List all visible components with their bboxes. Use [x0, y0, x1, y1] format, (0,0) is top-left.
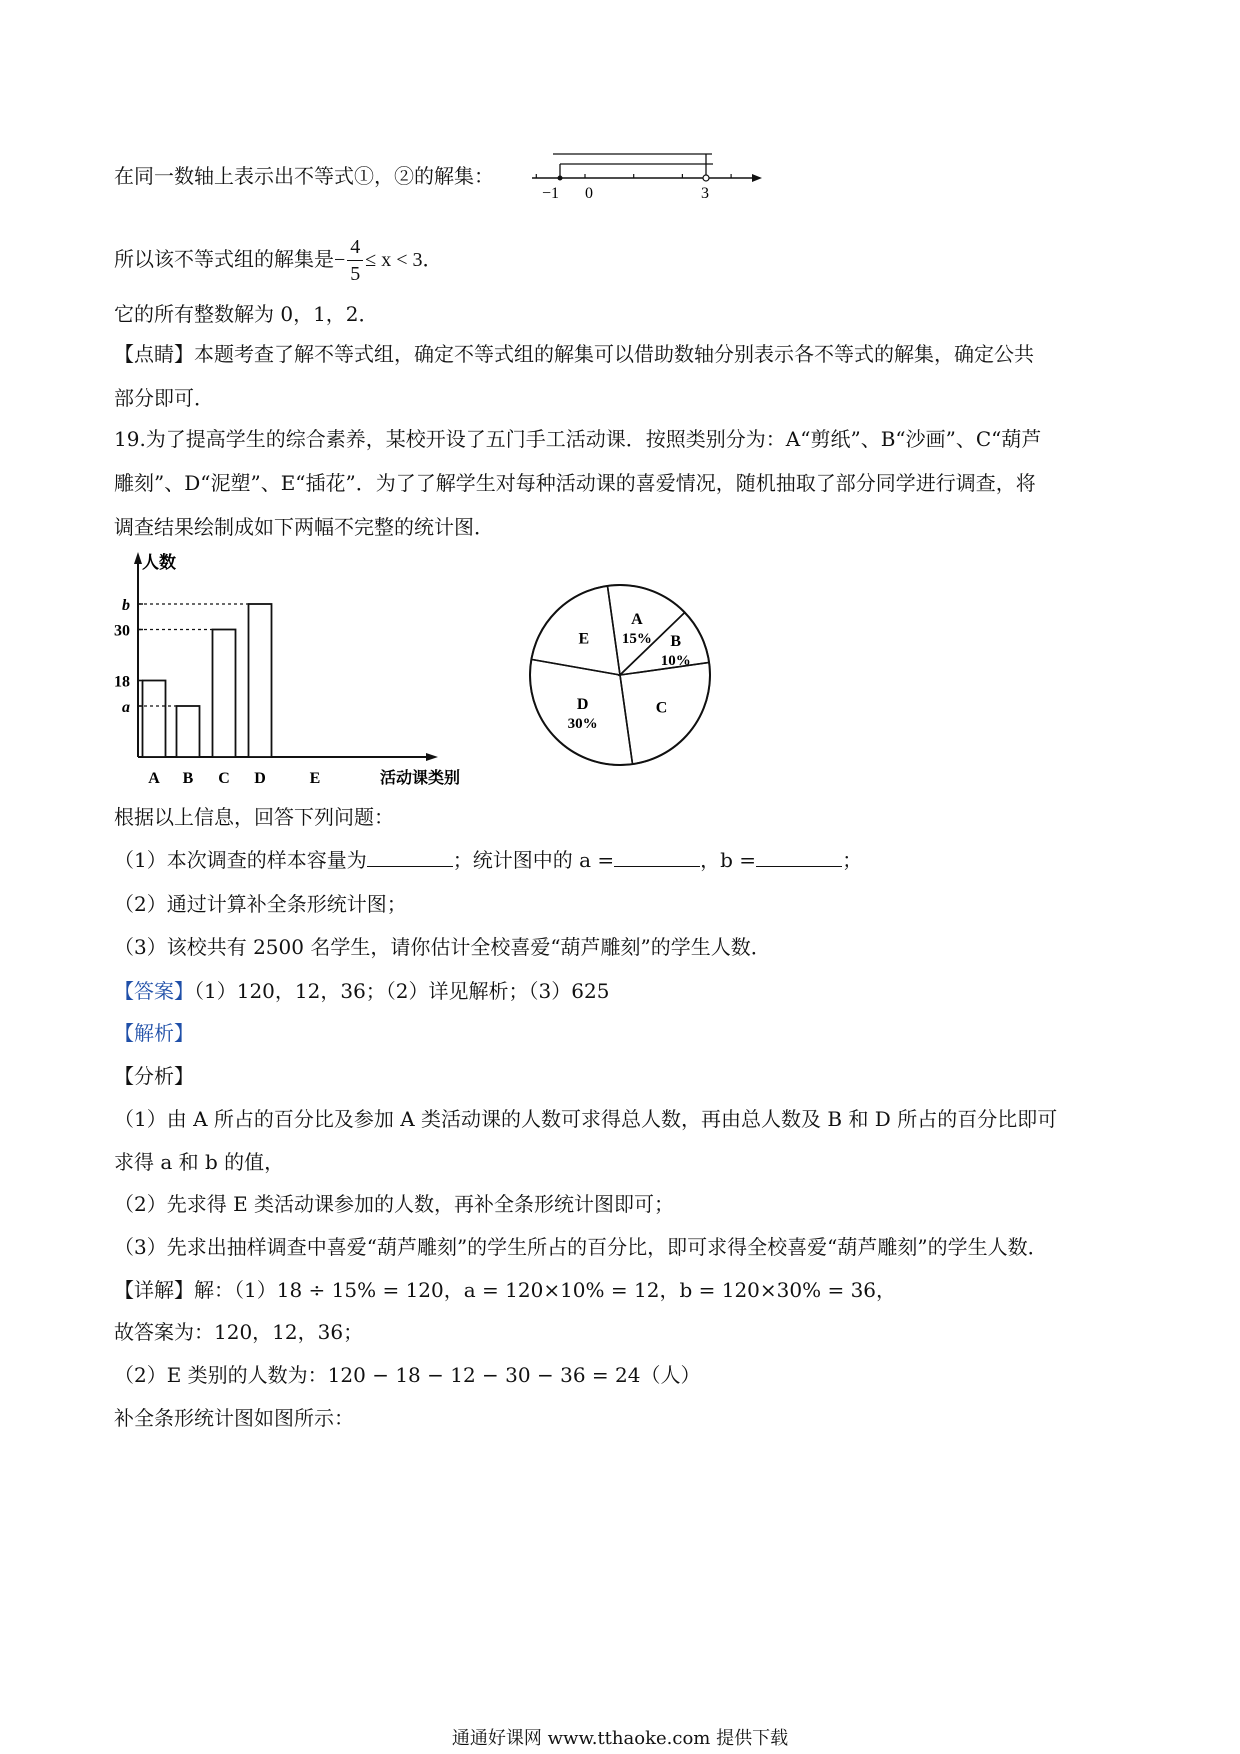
- inequality-tail: ≤ x < 3．: [365, 249, 443, 271]
- x-axis-label: 活动课类别: [380, 770, 461, 787]
- pie-label-D: D: [576, 696, 589, 714]
- line-9: 根据以上信息，回答下列问题：: [114, 805, 394, 829]
- analysis-3: （2）先求得 E 类活动课参加的人数，再补全条形统计图即可；: [114, 1192, 675, 1216]
- pie-pct-D: 30%: [567, 716, 598, 733]
- footer: 通通好课网 www.tthaoke.com 提供下载: [451, 1728, 789, 1749]
- q1-a-label: ；统计图中的 a =: [452, 848, 615, 872]
- x-tick-label: A: [148, 770, 160, 787]
- pie-pct-A: 15%: [621, 630, 652, 647]
- bar-C: [213, 630, 236, 758]
- line-2-text: 所以该不等式组的解集是: [114, 247, 334, 271]
- y-tick-label: 30: [114, 622, 130, 640]
- minus-sign: −: [334, 249, 346, 271]
- question-2: （2）通过计算补全条形统计图；: [114, 892, 407, 916]
- x-tick-label: B: [182, 770, 194, 787]
- text-line: [114, 162, 494, 190]
- pie-label-A: A: [631, 610, 643, 628]
- analysis-2: 求得 a 和 b 的值，: [114, 1150, 285, 1174]
- pie-pct-B: 10%: [660, 652, 691, 669]
- bar-A: [143, 681, 166, 758]
- line-7: 雕刻”、D“泥塑”、E“插花”．为了了解学生对每种活动课的喜爱情况，随机抽取了部分同学进行调查，将: [114, 471, 1036, 495]
- answer-blank-1[interactable]: [367, 846, 453, 867]
- y-tick-label: a: [122, 699, 130, 716]
- answer-tag: 【答案】: [114, 979, 194, 1003]
- pie-chart: [520, 575, 720, 775]
- x-tick-label: D: [254, 770, 266, 787]
- closed-point: [558, 176, 563, 181]
- pie-label-E: E: [578, 630, 590, 648]
- y-tick-label: b: [122, 597, 130, 614]
- solution-1: 【详解】解：（1）18 ÷ 15% = 120，a = 120×10% = 12，b = 120×30% = 36，: [114, 1278, 897, 1302]
- pie-label-B: B: [670, 632, 682, 650]
- line-8: 调查结果绘制成如下两幅不完整的统计图．: [114, 515, 494, 539]
- question-3: （3）该校共有 2500 名学生，请你估计全校喜爱“葫芦雕刻”的学生人数．: [114, 935, 771, 959]
- line-6: 19.为了提高学生的综合素养，某校开设了五门手工活动课．按照类别分为：A“剪纸”、B“沙画”、C“葫芦: [114, 427, 1042, 451]
- bar-B: [177, 706, 200, 757]
- analysis-1: （1）由 A 所占的百分比及参加 A 类活动课的人数可求得总人数，再由总人数及 B 和 D 所占的百分比即可: [114, 1107, 1058, 1131]
- answer-text: （1）120，12，36；（2）详见解析；（3）625: [194, 979, 610, 1003]
- analysis-heading: 【分析】: [114, 1064, 194, 1088]
- answer-blank-3[interactable]: [756, 846, 842, 867]
- line-3: 它的所有整数解为 0，1，2．: [114, 302, 379, 326]
- answer-blank-2[interactable]: [614, 846, 700, 867]
- solution-4: 补全条形统计图如图所示：: [114, 1406, 354, 1430]
- numerator: 4: [347, 234, 363, 261]
- pie-label-C: C: [655, 699, 668, 717]
- q1-end: ；: [842, 848, 863, 872]
- answer-line: [114, 977, 609, 1005]
- analysis-4: （3）先求出抽样调查中喜爱“葫芦雕刻”的学生所占的百分比，即可求得全校喜爱“葫芦雕刻”的学生人数．: [114, 1235, 1048, 1259]
- open-point: [703, 175, 709, 181]
- solution-2: 故答案为：120，12，36；: [114, 1320, 364, 1344]
- analysis-tag: 【解析】: [114, 1021, 194, 1045]
- solution-3: （2）E 类别的人数为：120 − 18 − 12 − 30 − 36 = 24（人）: [114, 1363, 701, 1387]
- y-arrow-icon: [134, 552, 142, 564]
- fraction: [347, 234, 363, 287]
- x-tick-label: E: [309, 770, 321, 787]
- q1-b-label: ，b =: [700, 848, 757, 872]
- line-1: 在同一数轴上表示出不等式①，②的解集：: [114, 164, 494, 188]
- text-line: [114, 234, 443, 287]
- number-line: [530, 150, 770, 202]
- line-5: 部分即可．: [114, 386, 214, 410]
- denominator: 5: [350, 263, 361, 285]
- arrow-icon: [752, 174, 762, 182]
- bar-D: [249, 604, 272, 757]
- bar-chart: [110, 550, 480, 790]
- label-neg1: −1: [542, 185, 560, 202]
- x-arrow-icon: [426, 753, 438, 761]
- label-0: 0: [585, 185, 593, 202]
- q1-text: （1）本次调查的样本容量为: [114, 848, 367, 872]
- x-tick-label: C: [218, 770, 230, 787]
- label-3: 3: [701, 185, 709, 202]
- y-tick-label: 18: [114, 673, 130, 691]
- question-1: [114, 846, 862, 874]
- line-4: 【点睛】本题考查了解不等式组，确定不等式组的解集可以借助数轴分别表示各不等式的解集，确定公共: [114, 342, 1034, 366]
- y-axis-label: 人数: [142, 553, 176, 572]
